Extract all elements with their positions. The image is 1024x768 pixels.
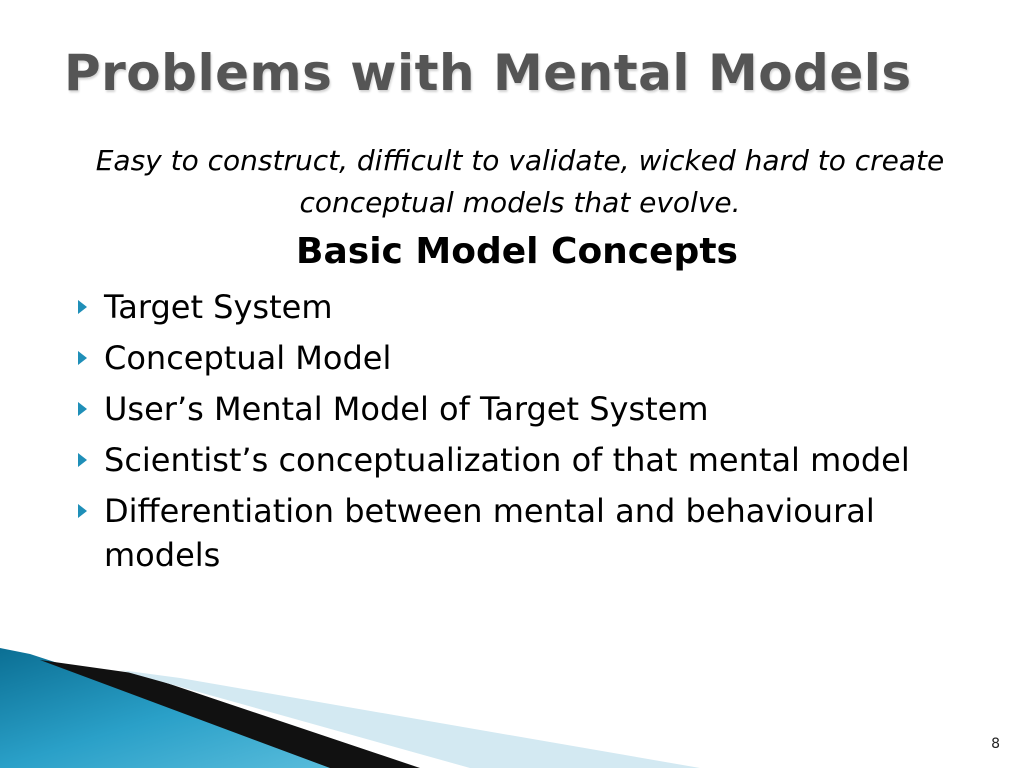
slide-subtitle: Easy to construct, difficult to validate, wicked hard to create conceptual models that evolve. (95, 144, 945, 219)
bullet-text: Conceptual Model (104, 339, 392, 377)
bullet-arrow-icon (78, 402, 87, 416)
bullet-arrow-icon (78, 300, 87, 314)
bullet-list (72, 285, 952, 584)
bullet-item (72, 438, 952, 482)
bullet-text: Scientist’s conceptualization of that mental model (104, 441, 910, 479)
bullet-item (72, 489, 952, 577)
bullet-item (72, 336, 952, 380)
bullet-text: Target System (104, 288, 333, 326)
slide-title: Problems with Mental Models (64, 44, 912, 102)
page-number: 8 (991, 736, 1000, 752)
bullet-arrow-icon (78, 453, 87, 467)
bullet-text: User’s Mental Model of Target System (104, 390, 709, 428)
bullet-item (72, 285, 952, 329)
bullet-arrow-icon (78, 504, 87, 518)
corner-wave-decoration (0, 640, 700, 768)
bullet-text: Differentiation between mental and behavioural models (104, 492, 875, 574)
bullet-item (72, 387, 952, 431)
section-heading: Basic Model Concepts (296, 231, 738, 272)
bullet-arrow-icon (78, 351, 87, 365)
